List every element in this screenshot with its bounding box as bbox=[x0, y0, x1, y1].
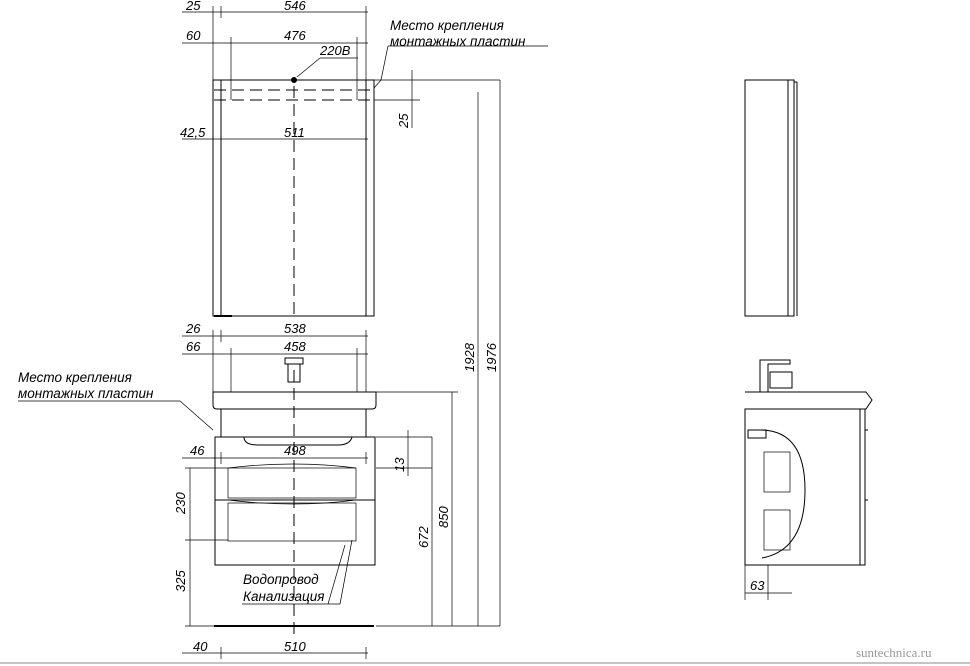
dim-vanity-base-offset: 40 bbox=[193, 639, 208, 654]
side-view bbox=[745, 80, 872, 600]
dim-vanity-width-498: 498 bbox=[284, 443, 306, 458]
socket-point-icon bbox=[291, 77, 297, 83]
mirror-cabinet-front bbox=[213, 58, 374, 316]
note-mount-plates-left-2: монтажных пластин bbox=[18, 386, 154, 401]
dim-vanity-base-width: 510 bbox=[284, 639, 306, 654]
dim-height-672: 672 bbox=[416, 526, 431, 548]
dim-cab-top-offset: 25 bbox=[396, 113, 411, 128]
note-mount-plates-top-2: монтажных пластин bbox=[390, 34, 526, 49]
dim-cab-offset-42-5: 42,5 bbox=[180, 125, 206, 140]
dimension-labels bbox=[173, 0, 765, 654]
dim-cab-side-offset: 25 bbox=[186, 0, 201, 13]
dim-vanity-inner-width: 458 bbox=[284, 339, 306, 354]
dim-height-1928: 1928 bbox=[462, 343, 477, 372]
note-mount-plates-left-1: Место крепления bbox=[18, 370, 132, 385]
dim-vanity-offset-46: 46 bbox=[190, 443, 205, 458]
dim-vanity-side-offset: 26 bbox=[186, 321, 201, 336]
note-sewerage: Канализация bbox=[243, 589, 325, 604]
faucet-side-icon bbox=[760, 360, 790, 392]
note-mount-plates-top-1: Место крепления bbox=[390, 18, 504, 33]
drawer-hatching-top bbox=[228, 468, 356, 498]
dim-cab-inner-width: 476 bbox=[284, 28, 306, 43]
dim-socket-voltage: 220В bbox=[320, 43, 351, 58]
watermark: suntechnica.ru bbox=[856, 645, 932, 660]
dim-vanity-gap-13: 13 bbox=[392, 457, 407, 472]
dim-cab-width-511: 511 bbox=[284, 125, 305, 140]
drawer-hatching-bottom bbox=[228, 503, 356, 541]
dim-side-depth-63: 63 bbox=[750, 578, 765, 593]
dim-cab-inner-offset: 60 bbox=[186, 28, 201, 43]
note-water-supply: Водопровод bbox=[243, 572, 319, 587]
dim-vanity-drawer-230: 230 bbox=[173, 492, 188, 514]
dim-vanity-overall-width: 538 bbox=[284, 321, 306, 336]
dim-vanity-inner-offset: 66 bbox=[186, 339, 201, 354]
dim-height-850: 850 bbox=[436, 506, 451, 528]
dim-height-1976: 1976 bbox=[484, 343, 499, 372]
dim-vanity-lower-325: 325 bbox=[173, 570, 188, 592]
dim-cab-overall-width: 546 bbox=[284, 0, 306, 13]
